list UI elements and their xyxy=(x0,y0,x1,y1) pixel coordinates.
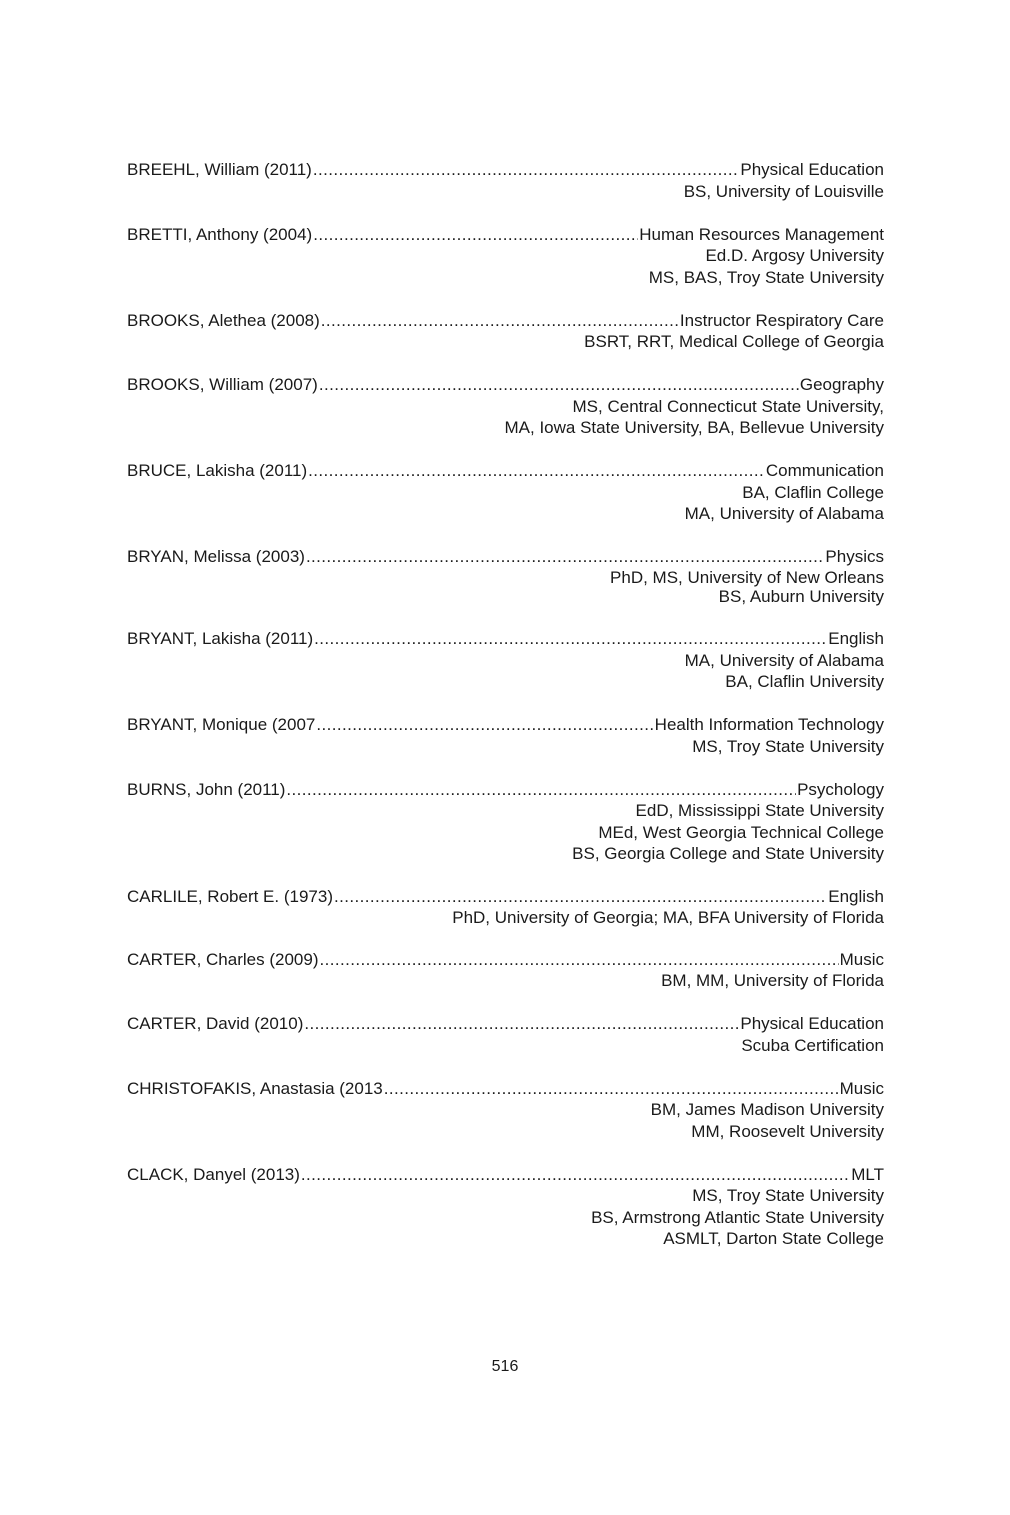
dot-leader xyxy=(313,224,638,246)
faculty-entry xyxy=(127,159,884,202)
department: English xyxy=(828,629,884,648)
dot-leader xyxy=(314,628,827,650)
entry-heading xyxy=(127,1013,884,1035)
faculty-name: CARTER, David (2010) xyxy=(127,1014,304,1033)
faculty-name: BROOKS, William (2007) xyxy=(127,375,318,394)
faculty-name: BRYANT, Lakisha (2011) xyxy=(127,629,314,648)
faculty-entry xyxy=(127,546,884,607)
page-number: 516 xyxy=(491,1358,519,1375)
department: Psychology xyxy=(797,779,884,799)
faculty-entry xyxy=(127,886,884,927)
entry-heading xyxy=(127,310,884,332)
degree-line: BM, MM, University of Florida xyxy=(661,971,884,990)
department: Physical Education xyxy=(740,160,884,179)
degree-line: MA, University of Alabama xyxy=(684,650,884,670)
faculty-entry xyxy=(127,628,884,693)
faculty-name: CARTER, Charles (2009) xyxy=(127,949,319,969)
department: Physical Education xyxy=(740,1014,884,1033)
department: Instructor Respiratory Care xyxy=(679,310,884,330)
entry-heading xyxy=(127,949,884,971)
entry-heading xyxy=(127,159,884,181)
faculty-directory xyxy=(127,159,884,1271)
faculty-entry xyxy=(127,224,884,289)
dot-leader xyxy=(316,714,653,736)
degree-line: ASMLT, Darton State College xyxy=(663,1229,884,1248)
department: Geography xyxy=(799,375,884,394)
dot-leader xyxy=(384,1078,839,1100)
dot-leader xyxy=(313,159,740,181)
degree-line: MM, Roosevelt University xyxy=(691,1121,884,1141)
dot-leader xyxy=(321,310,679,332)
degree-line: PhD, MS, University of New Orleans xyxy=(610,567,884,587)
degree-line: BS, University of Louisville xyxy=(683,181,884,201)
faculty-name: BRETTI, Anthony (2004) xyxy=(127,224,313,244)
faculty-name: BREEHL, William (2011) xyxy=(127,160,312,179)
department: Music xyxy=(839,1078,884,1098)
degree-line: BS, Georgia College and State University xyxy=(572,844,884,863)
department: Health Information Technology xyxy=(654,715,884,734)
entry-heading xyxy=(127,224,884,246)
faculty-entry xyxy=(127,949,884,992)
entry-heading xyxy=(127,1164,884,1186)
dot-leader xyxy=(319,949,838,971)
degree-line: BA, Claflin University xyxy=(725,672,884,691)
entry-heading xyxy=(127,374,884,396)
dot-leader xyxy=(308,460,765,482)
entry-heading xyxy=(127,886,884,908)
dot-leader xyxy=(334,886,827,908)
department: English xyxy=(828,887,884,906)
degree-line: MS, BAS, Troy State University xyxy=(648,267,884,287)
faculty-name: BROOKS, Alethea (2008) xyxy=(127,310,320,330)
degree-line: Scuba Certification xyxy=(741,1035,884,1055)
faculty-name: CLACK, Danyel (2013) xyxy=(127,1164,300,1184)
entry-heading xyxy=(127,714,884,736)
degree-line: MS, Troy State University xyxy=(692,1186,884,1205)
faculty-entry xyxy=(127,714,884,757)
faculty-name: BRYAN, Melissa (2003) xyxy=(127,547,305,566)
entry-heading xyxy=(127,628,884,650)
faculty-name: CHRISTOFAKIS, Anastasia (2013 xyxy=(127,1078,383,1098)
degree-line: Ed.D. Argosy University xyxy=(705,246,884,265)
degree-line: MEd, West Georgia Technical College xyxy=(598,822,884,842)
dot-leader xyxy=(301,1164,850,1186)
degree-line: MS, Central Connecticut State University, xyxy=(572,396,884,416)
department: Human Resources Management xyxy=(639,224,884,244)
faculty-name: CARLILE, Robert E. (1973) xyxy=(127,887,333,906)
degree-line: PhD, University of Georgia; MA, BFA University of Florida xyxy=(452,907,884,927)
faculty-entry xyxy=(127,1013,884,1056)
dot-leader xyxy=(286,779,796,801)
faculty-entry xyxy=(127,779,884,865)
department: Communication xyxy=(765,461,884,480)
degree-line: BM, James Madison University xyxy=(650,1100,884,1119)
degree-line: MS, Troy State University xyxy=(692,736,884,756)
department: Physics xyxy=(825,547,884,566)
faculty-entry xyxy=(127,1164,884,1250)
entry-heading xyxy=(127,1078,884,1100)
faculty-name: BRYANT, Monique (2007 xyxy=(127,715,316,734)
faculty-entry xyxy=(127,310,884,353)
degree-line: BS, Auburn University xyxy=(718,587,884,606)
degree-line: BS, Armstrong Atlantic State University xyxy=(591,1207,884,1227)
dot-leader xyxy=(319,374,799,396)
entry-heading xyxy=(127,460,884,482)
dot-leader xyxy=(306,546,824,568)
department: Music xyxy=(839,949,884,969)
faculty-name: BURNS, John (2011) xyxy=(127,779,286,799)
dot-leader xyxy=(304,1013,739,1035)
degree-line: BA, Claflin College xyxy=(742,482,884,502)
entry-heading xyxy=(127,546,884,568)
degree-line: MA, Iowa State University, BA, Bellevue University xyxy=(504,418,884,437)
degree-line: MA, University of Alabama xyxy=(684,504,884,523)
faculty-entry xyxy=(127,460,884,525)
faculty-entry xyxy=(127,1078,884,1143)
department: MLT xyxy=(851,1164,884,1184)
faculty-entry xyxy=(127,374,884,439)
entry-heading xyxy=(127,779,884,801)
degree-line: BSRT, RRT, Medical College of Georgia xyxy=(584,332,884,351)
faculty-name: BRUCE, Lakisha (2011) xyxy=(127,461,308,480)
degree-line: EdD, Mississippi State University xyxy=(635,801,884,820)
